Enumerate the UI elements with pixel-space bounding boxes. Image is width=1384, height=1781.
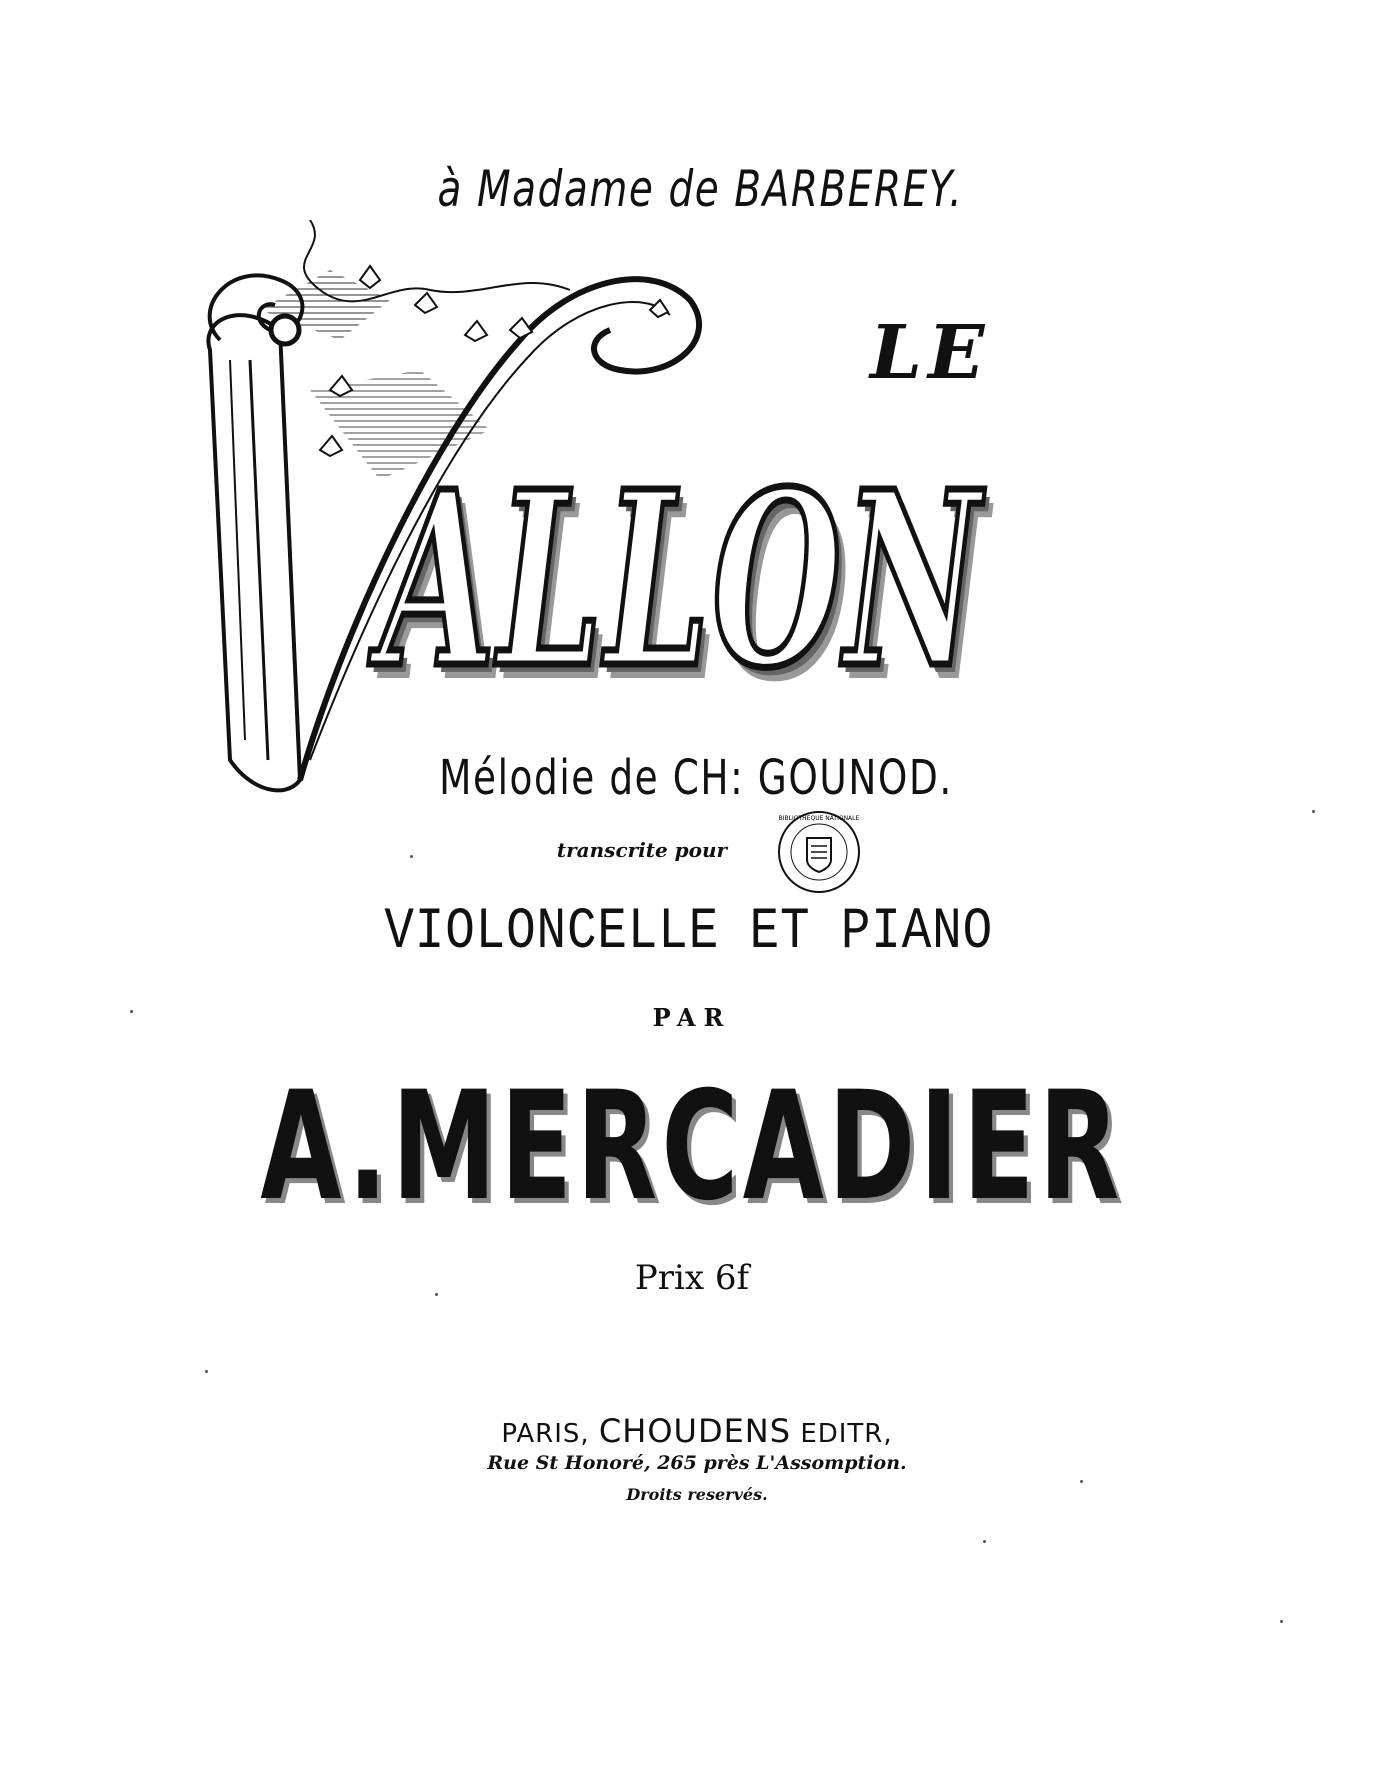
transcription-note: transcrite pour <box>556 838 728 862</box>
stamp-text: BIBLIOTHEQUE NATIONALE <box>778 815 860 822</box>
scan-speck <box>1312 810 1315 813</box>
publisher-name: CHOUDENS <box>598 1412 792 1450</box>
scan-speck <box>130 1010 133 1013</box>
publisher-city: PARIS, <box>501 1419 590 1449</box>
price: Prix 6f <box>634 1258 750 1298</box>
scan-speck <box>1080 1480 1083 1483</box>
library-stamp <box>775 808 863 896</box>
title-article: LE <box>870 310 991 396</box>
title-word: ALLON <box>380 439 983 721</box>
dedication: à Madame de BARBEREY. <box>437 160 964 218</box>
subtitle-composer: Mélodie de CH: GOUNOD. <box>439 750 953 806</box>
rights-notice: Droits reservés. <box>626 1485 768 1504</box>
scan-speck <box>983 1540 986 1543</box>
by-label: PAR <box>652 1003 732 1032</box>
scan-speck <box>410 855 413 858</box>
scan-speck <box>1280 1620 1283 1623</box>
publisher-address: Rue St Honoré, 265 près L'Assomption. <box>487 1452 907 1474</box>
publisher-line <box>5 1412 1384 1450</box>
scan-speck <box>435 1293 438 1296</box>
scan-speck <box>205 1370 208 1373</box>
author-name: A.MERCADIER <box>260 1060 1124 1234</box>
publisher-role: EDITR, <box>800 1419 893 1449</box>
instrumentation: VIOLONCELLE ET PIANO <box>384 900 994 965</box>
